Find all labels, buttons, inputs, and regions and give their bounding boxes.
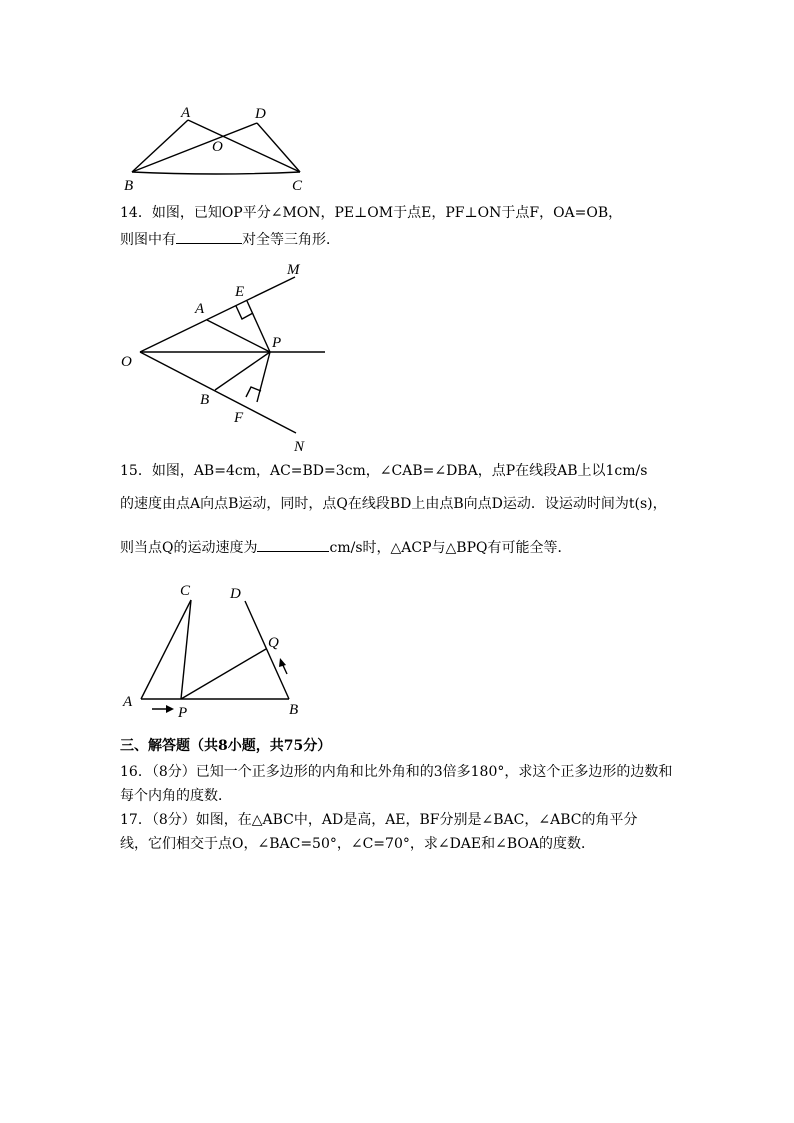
segment-bd: [245, 601, 289, 699]
label-C: C: [180, 583, 191, 599]
label-O: O: [212, 139, 223, 155]
q14-line2: [120, 229, 340, 250]
figure-q15: [0, 570, 794, 730]
segment-ap: [207, 320, 270, 352]
label-Q: Q: [268, 635, 279, 651]
q15-line3-start: 则当点Q的运动速度为: [120, 540, 258, 556]
segment-cp: [181, 600, 191, 699]
q16-line2: 每个内角的度数．: [120, 788, 232, 804]
label-B: B: [124, 178, 134, 194]
label-O: O: [121, 354, 132, 370]
label-D: D: [255, 106, 266, 122]
label-N: N: [294, 439, 305, 455]
q16-line1: 16．（8分）已知一个正多边形的内角和比外角和的3倍多180°，求这个正多边形的边数和: [120, 764, 673, 780]
label-D: D: [230, 586, 241, 602]
segment-dc: [257, 123, 300, 172]
ray-on: [140, 352, 296, 433]
label-P: P: [272, 335, 282, 351]
segment-ac: [141, 600, 191, 699]
label-C: C: [292, 178, 303, 194]
figure-q14: [0, 255, 794, 475]
arrow-p-head: [166, 705, 174, 713]
q14-answer-blank: [176, 229, 242, 244]
q15-line1: 15．如图，AB=4cm，AC=BD=3cm，∠CAB=∠DBA，点P在线段AB上以1cm/s: [120, 463, 648, 479]
label-F: F: [234, 410, 244, 426]
q17-line1: 17．（8分）如图，在△ABC中，AD是高，AE，BF分别是∠BAC，∠ABC的角平分: [120, 812, 638, 828]
segment-pq: [181, 649, 266, 699]
segment-ep: [247, 301, 270, 352]
arrow-q-head: [279, 658, 286, 667]
q15-line3: [120, 537, 571, 558]
label-A: A: [195, 301, 205, 317]
label-B: B: [200, 392, 210, 408]
q15-line2: 的速度由点A向点B运动，同时，点Q在线段BD上由点B向点D运动．设运动时间为t(s)，: [120, 496, 667, 512]
label-A: A: [123, 694, 133, 710]
label-A: A: [181, 105, 191, 121]
q14-line2-end: 对全等三角形．: [242, 232, 340, 248]
q15-answer-blank: [257, 537, 329, 552]
segment-bd: [132, 123, 257, 172]
q14-line1: 14．如图，已知OP平分∠MON，PE⊥OM于点E，PF⊥ON于点F，OA=OB，: [120, 205, 623, 221]
segment-bc: [132, 172, 300, 174]
segment-ab: [132, 120, 188, 172]
q15-line3-end: cm/s时，△ACP与△BPQ有可能全等．: [329, 540, 572, 556]
label-B: B: [289, 702, 299, 718]
section-heading: 三、解答题（共8小题，共75分）: [120, 738, 332, 754]
label-E: E: [235, 284, 245, 300]
label-P: P: [178, 705, 188, 721]
figure-q13: [0, 0, 794, 200]
q14-line2-start: 则图中有: [120, 232, 176, 248]
label-M: M: [287, 262, 300, 278]
q17-line2: 线，它们相交于点O，∠BAC=50°，∠C=70°，求∠DAE和∠BOA的度数．: [120, 836, 596, 852]
